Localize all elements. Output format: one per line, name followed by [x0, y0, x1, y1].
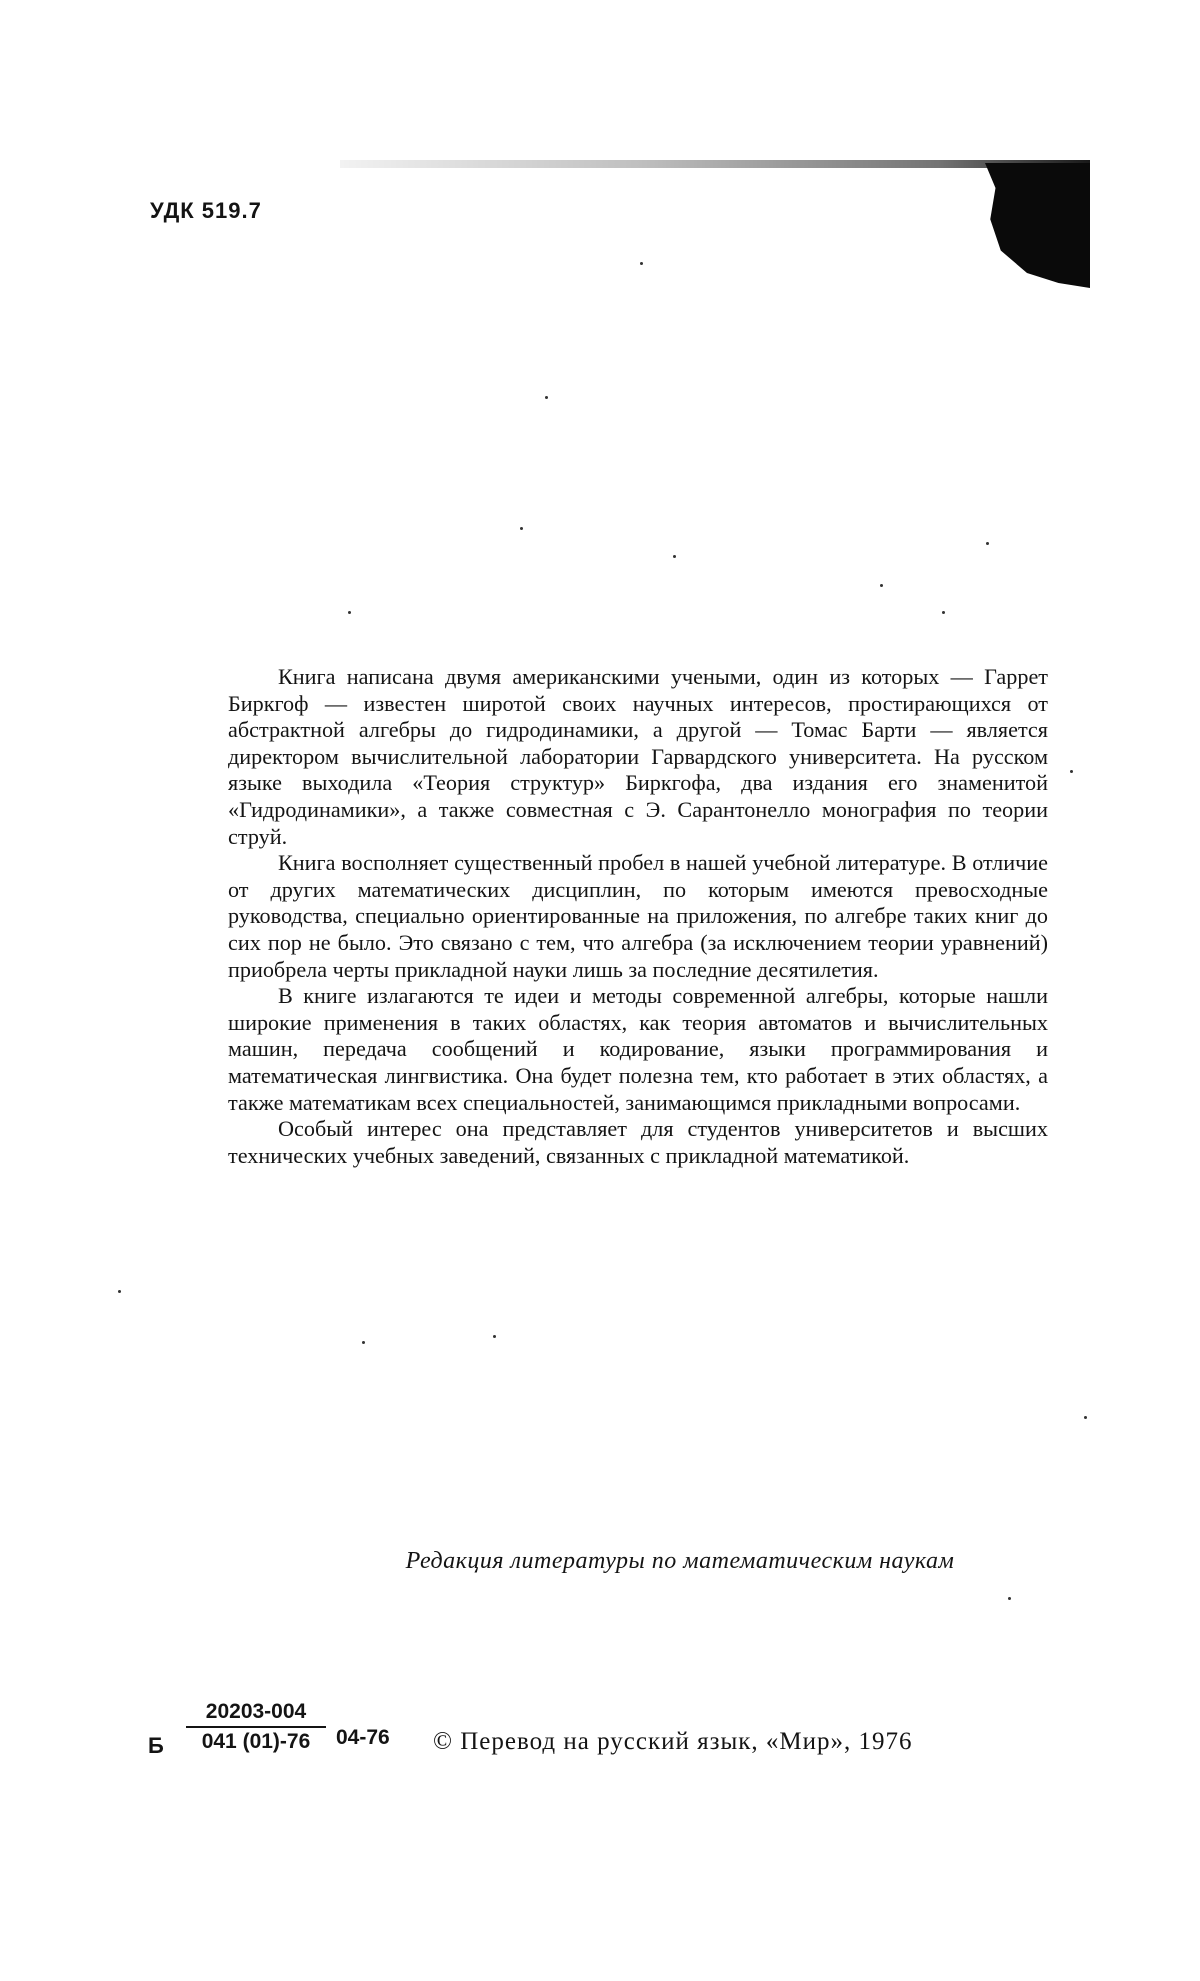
scan-speck	[1070, 770, 1073, 773]
scan-speck	[362, 1341, 365, 1344]
catalog-suffix: 04-76	[336, 1726, 390, 1749]
scan-speck	[1008, 1597, 1011, 1600]
scan-artifact-corner	[985, 163, 1090, 288]
annotation-paragraph: Особый интерес она представляет для студентов университетов и высших технических учебных заведений, связанных с прикладной математикой.	[228, 1116, 1048, 1168]
book-annotation	[228, 664, 1048, 1169]
catalog-fraction	[186, 1700, 326, 1754]
annotation-paragraph: В книге излагаются те идеи и методы современной алгебры, которые нашли широкие применения в таких областях, как теория автоматов и вычислительных машин, передача сообщений и кодирование, языки программирования и математическая лингвистика. Она будет полезна тем, кто работает в этих областях, а также математикам всех специальностей, занимающимся прикладными вопросами.	[228, 983, 1048, 1115]
scan-speck	[673, 555, 676, 558]
scan-speck	[942, 611, 945, 614]
annotation-paragraph: Книга написана двумя американскими учеными, один из которых — Гаррет Биркгоф — известен широтой своих научных интересов, простирающихся от абстрактной алгебры до гидродинамики, а другой — Томас Барти — является директором вычислительной лаборатории Гарвардского университета. На русском языке выходила «Теория структур» Биркгофа, два издания его знаменитой «Гидродинамики», а также совместная с Э. Сарантонелло монография по теории струй.	[228, 664, 1048, 849]
copyright-notice: © Перевод на русский язык, «Мир», 1976	[433, 1728, 913, 1755]
scan-speck	[520, 527, 523, 530]
imprint-block	[148, 1700, 1068, 1780]
scan-speck	[640, 262, 643, 265]
scan-speck	[880, 584, 883, 587]
editorial-office-line: Редакция литературы по математическим наукам	[405, 1548, 955, 1574]
scan-speck	[348, 611, 351, 614]
udc-code: УДК 519.7	[150, 198, 262, 223]
scan-speck	[493, 1335, 496, 1338]
catalog-numerator: 20203-004	[186, 1700, 326, 1728]
scan-speck	[986, 542, 989, 545]
catalog-denominator: 041 (01)-76	[201, 1730, 311, 1753]
scan-speck	[1084, 1416, 1087, 1419]
annotation-paragraph: Книга восполняет существенный пробел в нашей учебной литературе. В отличие от других математических дисциплин, по которым имеются превосходные руководства, специально ориентированные на приложения, по алгебре таких книг до сих пор не было. Это связано с тем, что алгебра (за исключением теории уравнений) приобрела черты прикладной науки лишь за последние десятилетия.	[228, 850, 1048, 982]
imprint-letter: Б	[148, 1733, 164, 1758]
scan-speck	[545, 396, 548, 399]
scan-artifact-edge	[340, 160, 1090, 168]
scan-speck	[118, 1290, 121, 1293]
